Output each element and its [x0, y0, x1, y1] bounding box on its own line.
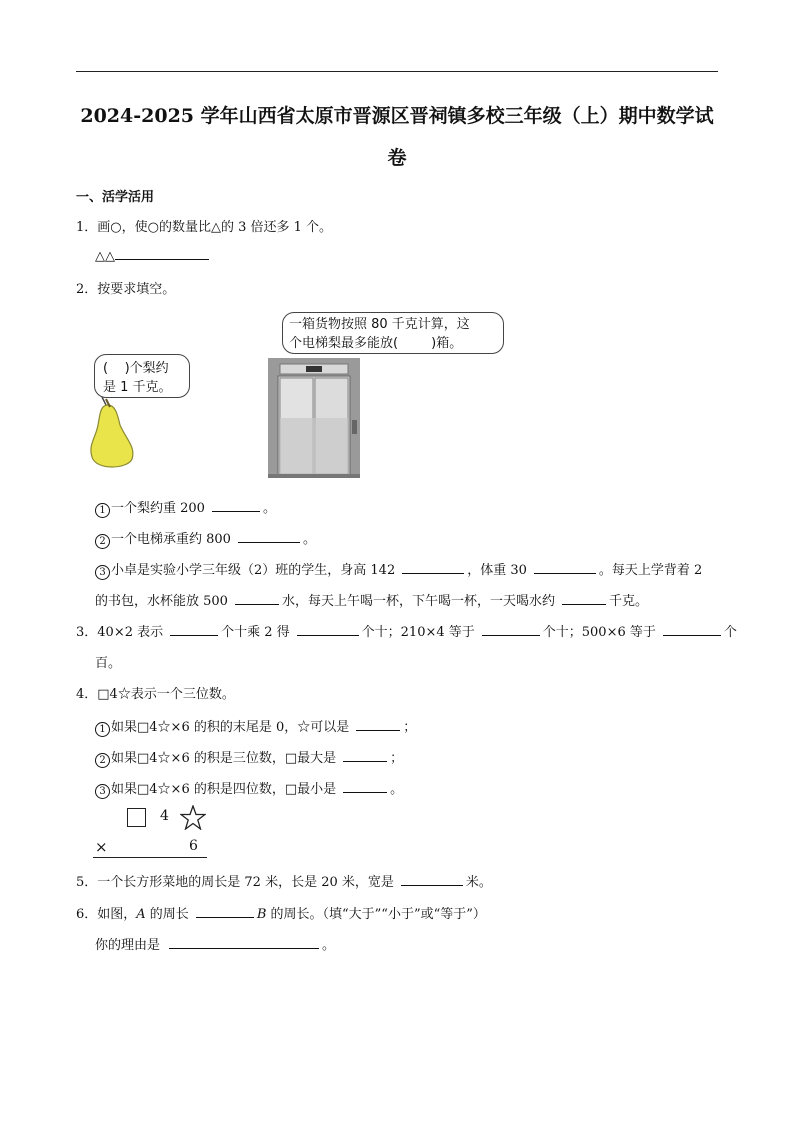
triangles: △△	[95, 249, 115, 264]
page-title-line2: 卷	[387, 147, 407, 169]
answer-blank[interactable]	[238, 530, 300, 543]
answer-blank[interactable]	[402, 561, 464, 574]
star-icon[interactable]	[180, 805, 206, 830]
vertical-rule	[93, 857, 207, 858]
answer-blank[interactable]	[401, 873, 463, 886]
pear-speech-bubble	[94, 354, 190, 398]
vertical-multiplier: 6	[189, 838, 198, 854]
answer-blank[interactable]	[235, 592, 279, 605]
question-6: 6．如图，A 的周长 B 的周长。（填“大于”“小于”或“等于”）	[76, 907, 486, 922]
question-2-sub1: 1 一个梨约重 200 。	[95, 497, 276, 518]
question-2: 2．按要求填空。	[76, 282, 176, 297]
answer-blank[interactable]	[212, 499, 260, 512]
circled-number-2: 2	[95, 534, 110, 549]
question-3-line2: 百。	[95, 656, 122, 671]
vertical-digit-4: 4	[160, 808, 169, 824]
answer-blank[interactable]	[169, 936, 319, 949]
circled-number-2: 2	[95, 753, 110, 768]
top-rule	[76, 71, 718, 72]
question-1-answer-line	[95, 247, 212, 264]
elevator-speech-bubble	[282, 312, 504, 354]
answer-blank[interactable]	[170, 623, 218, 636]
pear-bubble-line1: ( )个梨约	[103, 361, 169, 376]
answer-blank[interactable]	[343, 780, 387, 793]
answer-blank[interactable]	[534, 561, 596, 574]
answer-blank[interactable]	[482, 623, 540, 636]
circled-number-3: 3	[95, 784, 110, 799]
question-5: 5．一个长方形菜地的周长是 72 米，长是 20 米，宽是 米。	[76, 875, 492, 890]
answer-blank[interactable]	[343, 749, 387, 762]
question-3-line1: 3．40×2 表示 个十乘 2 得 个十；210×4 等于 个十；500×6 等于 个	[76, 625, 737, 640]
circled-number-3: 3	[95, 565, 110, 580]
digit-box[interactable]	[127, 808, 146, 827]
circled-number-1: 1	[95, 722, 110, 737]
page-title-line1: 2024-2025 学年山西省太原市晋源区晋祠镇多校三年级（上）期中数学试	[80, 105, 714, 127]
answer-blank[interactable]	[562, 592, 606, 605]
answer-blank[interactable]	[663, 623, 721, 636]
question-6-reason: 你的理由是 。	[95, 938, 336, 953]
section-heading: 一、活学活用	[76, 190, 155, 205]
pear-bubble-line2: 是 1 千克。	[103, 380, 172, 395]
elevator-icon	[268, 358, 360, 478]
question-2-sub3-line1: 3 小卓是实验小学三年级（2）班的学生，身高 142 ，体重 30 。每天上学背着 2	[95, 559, 702, 580]
times-sign: ×	[95, 838, 108, 856]
question-4-sub2: 2 如果□4☆×6 的积是三位数，□最大是 ；	[95, 747, 403, 768]
answer-blank[interactable]	[196, 905, 254, 918]
elevator-bubble-line1: 一箱货物按照 80 千克计算，这	[289, 317, 470, 332]
question-2-sub2: 2 一个电梯承重约 800 。	[95, 528, 316, 549]
pear-icon	[86, 395, 146, 471]
elevator-bubble-line2: 个电梯梨最多能放( )箱。	[289, 336, 463, 351]
question-2-sub3-line2: 的书包，水杯能放 500 水，每天上午喝一杯，下午喝一杯，一天喝水约 千克。	[95, 594, 648, 609]
circled-number-1: 1	[95, 503, 110, 518]
question-1: 1．画○，使○的数量比△的 3 倍还多 1 个。	[76, 220, 333, 235]
answer-blank[interactable]	[115, 247, 209, 260]
question-4-sub3: 3 如果□4☆×6 的积是四位数，□最小是 。	[95, 778, 403, 799]
answer-blank[interactable]	[297, 623, 359, 636]
answer-blank[interactable]	[356, 718, 400, 731]
question-4-sub1: 1 如果□4☆×6 的积的末尾是 0，☆可以是 ；	[95, 716, 416, 737]
question-4: 4．□4☆表示一个三位数。	[76, 687, 235, 702]
